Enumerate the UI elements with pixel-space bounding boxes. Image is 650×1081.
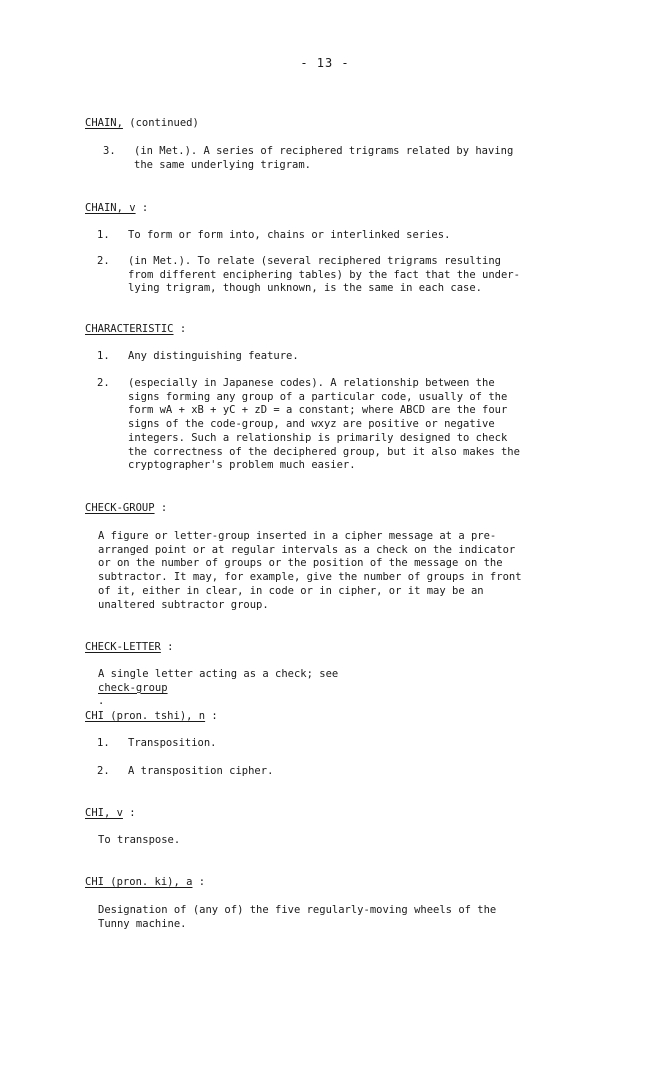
- item-text: Transposition.: [128, 737, 217, 749]
- term-check-letter: [85, 641, 174, 654]
- item-number: 2.: [97, 255, 110, 267]
- headword-suffix: :: [205, 710, 218, 722]
- term-chi-adjective: [85, 876, 205, 889]
- item-number: 2.: [97, 377, 110, 389]
- item-text: A transposition cipher.: [128, 765, 274, 777]
- headword: CHI (pron. ki), a: [85, 876, 193, 888]
- term-chi-noun: [85, 710, 218, 723]
- term-chain-verb: [85, 202, 148, 215]
- item-number: 1.: [97, 229, 110, 241]
- term-chain-continued: [85, 117, 199, 130]
- item-text: (especially in Japanese codes). A relationship between the signs forming any group of a particular code, usually of the form wA + xB + yC + zD = a constant; where ABCD are the four signs of the code-group, and wxyz are positive or negative integers. Such a relationship is primarily designed to check the correctness of the deciphered group, but it also makes the cryptographer's problem much easier.: [128, 377, 520, 472]
- item-text: Any distinguishing feature.: [128, 350, 299, 362]
- cross-reference-link[interactable]: check-group: [98, 681, 168, 694]
- page-number: - 13 -: [300, 56, 350, 70]
- definition-paragraph: A figure or letter-group inserted in a cipher message at a pre- arranged point or at regular intervals as a check on the indicator or on the number of groups or the position of the message on the subtractor. It may, for example, give the number of groups in front of it, either in clear, in code or in cipher, or it may be an unaltered subtractor group.: [98, 530, 522, 611]
- headword: CHAIN,: [85, 117, 123, 129]
- headword: CHARACTERISTIC: [85, 323, 174, 335]
- item-text: To form or form into, chains or interlinked series.: [128, 229, 451, 241]
- term-check-group: [85, 502, 167, 515]
- headword-suffix: :: [173, 323, 187, 335]
- headword: CHECK-LETTER: [85, 641, 161, 653]
- headword: CHAIN, v: [85, 202, 136, 214]
- headword: CHI (pron. tshi), n: [85, 710, 206, 722]
- headword-suffix: :: [160, 641, 174, 653]
- item-text: (in Met.). A series of reciphered trigrams related by having the same underlying trigram.: [134, 145, 514, 171]
- term-characteristic: [85, 323, 186, 336]
- definition-paragraph: A single letter acting as a check; see check-group .: [98, 668, 339, 708]
- item-number: 3.: [103, 145, 116, 157]
- headword: CHECK-GROUP: [85, 502, 155, 514]
- term-chi-verb: [85, 807, 136, 820]
- headword-suffix: :: [122, 807, 136, 819]
- item-number: 1.: [97, 737, 110, 749]
- item-number: 2.: [97, 765, 110, 777]
- headword: CHI, v: [85, 807, 123, 819]
- definition-paragraph: Designation of (any of) the five regularly-moving wheels of the Tunny machine.: [98, 904, 497, 930]
- definition-paragraph: To transpose.: [98, 834, 181, 846]
- headword-suffix: :: [154, 502, 168, 514]
- headword-suffix: (continued): [122, 117, 199, 129]
- headword-suffix: :: [192, 876, 206, 888]
- item-text: (in Met.). To relate (several reciphered trigrams resulting from different enciphering tables) by the fact that the under- lying trigram, though unknown, is the same in each case.: [128, 255, 520, 295]
- headword-suffix: :: [135, 202, 149, 214]
- item-number: 1.: [97, 350, 110, 362]
